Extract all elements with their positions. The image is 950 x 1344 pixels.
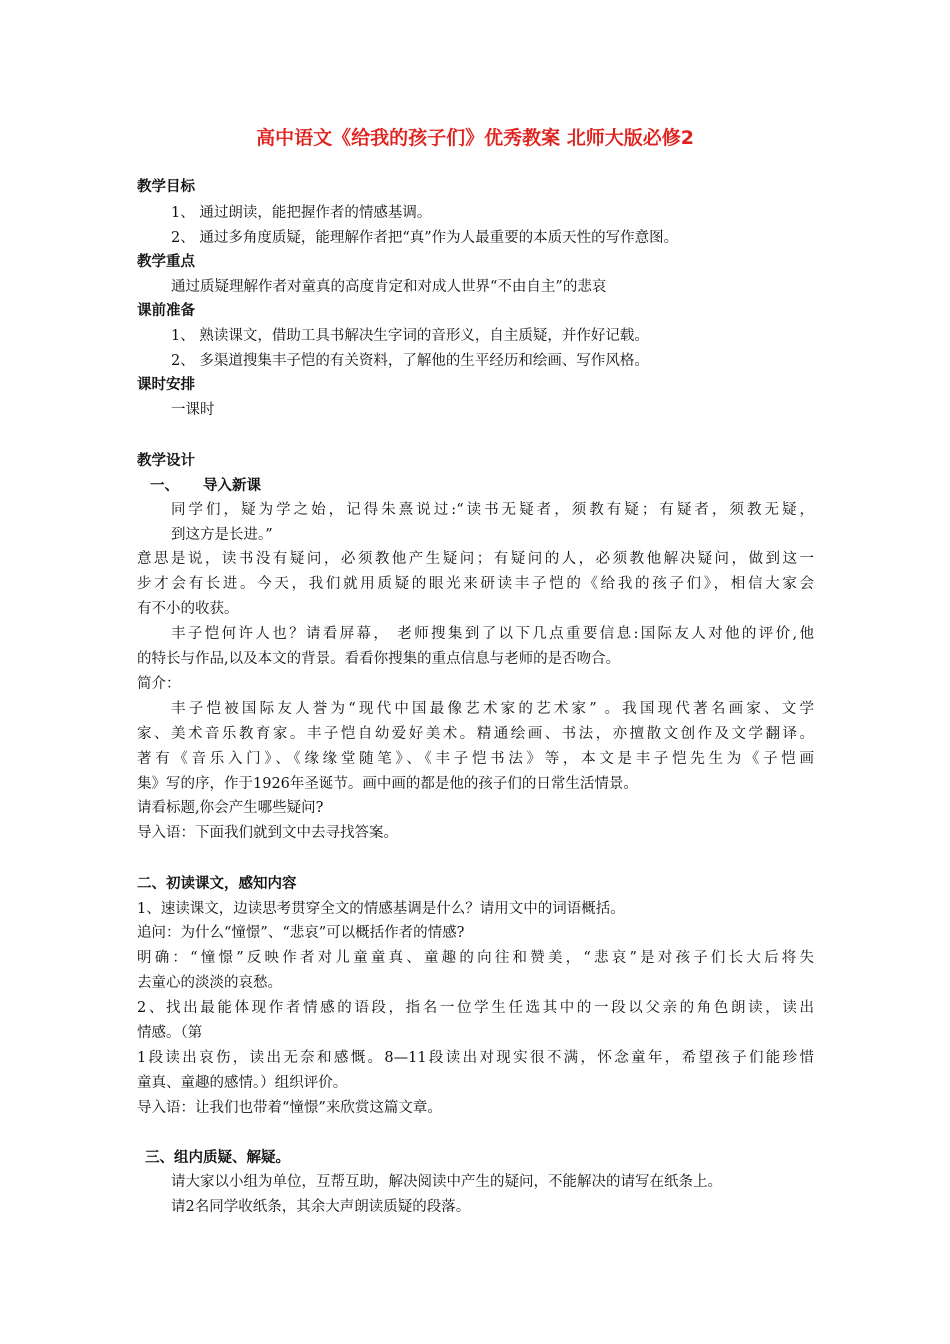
part2-line: 导入语：让我们也带着“憧憬”来欣赏这篇文章。 [137, 1100, 442, 1116]
part1-line: 有不小的收获。 [137, 601, 239, 617]
prep-heading: 课前准备 [137, 303, 195, 319]
part1-heading: 导入新课 [203, 478, 261, 494]
goals-heading: 教学目标 [137, 179, 195, 195]
part1-line: 的特长与作品,以及本文的背景。看看你搜集的重点信息与老师的是否吻合。 [137, 651, 621, 667]
focus-text: 通过质疑理解作者对童真的高度肯定和对成人世界“不由自主”的悲哀 [171, 279, 607, 295]
part1-line: 导入语：下面我们就到文中去寻找答案。 [137, 825, 398, 841]
part2-line: 1、速读课文，边读思考贯穿全文的情感基调是什么？请用文中的词语概括。 [137, 901, 625, 917]
part1-intro-label: 简介： [137, 676, 181, 692]
part2-line: 追问：为什么“憧憬”、“悲哀”可以概括作者的情感? [137, 925, 465, 941]
part1-line: 请看标题,你会产生哪些疑问? [137, 800, 324, 816]
part1-line: 同学们，疑为学之始，记得朱熹说过:“读书无疑者，须教有疑；有疑者，须教无疑， [171, 502, 814, 518]
prep-item: 1、 熟读课文，借助工具书解决生字词的音形义，自主质疑，并作好记载。 [171, 328, 649, 344]
part1-line: 集》写的序，作于1926年圣诞节。画中画的都是他的孩子们的日常生活情景。 [137, 776, 638, 792]
part1-line: 步才会有长进。今天，我们就用质疑的眼光来研读丰子恺的《给我的孩子们》，相信大家会 [137, 576, 814, 592]
goals-item: 2、 通过多角度质疑，能理解作者把“真”作为人最重要的本质天性的写作意图。 [171, 230, 679, 246]
part1-line: 丰子恺被国际友人誉为“现代中国最像艺术家的艺术家” 。我国现代著名画家、文学 [171, 701, 814, 717]
part3-heading: 三、组内质疑、解疑。 [145, 1150, 290, 1166]
part1-line: 意思是说，读书没有疑问，必须教他产生疑问；有疑问的人，必须教他解决疑问，做到这一 [137, 551, 814, 567]
part1-line: 到这方是长进。” [171, 527, 273, 543]
part2-line: 情感。（第 [137, 1025, 203, 1041]
time-heading: 课时安排 [137, 377, 195, 393]
part2-line: 明确：“憧憬”反映作者对儿童童真、童趣的向往和赞美，“悲哀”是对孩子们长大后将失 [137, 950, 814, 966]
part2-line: 去童心的淡淡的哀愁。 [137, 975, 282, 991]
design-heading: 教学设计 [137, 453, 195, 469]
part2-line: 童真、童趣的感情。）组织评价。 [137, 1075, 348, 1091]
time-text: 一课时 [171, 402, 215, 418]
focus-heading: 教学重点 [137, 254, 195, 270]
part1-line: 家、美术音乐教育家。丰子恺自幼爱好美术。精通绘画、书法，亦擅散文创作及文学翻译。 [137, 726, 814, 742]
part2-line: 2、找出最能体现作者情感的语段，指名一位学生任选其中的一段以父亲的角色朗读，读出 [137, 1000, 814, 1016]
part3-line: 请2名同学收纸条，其余大声朗读质疑的段落。 [171, 1199, 471, 1215]
goals-item: 1、 通过朗读，能把握作者的情感基调。 [171, 205, 432, 221]
prep-item: 2、 多渠道搜集丰子恺的有关资料，了解他的生平经历和绘画、写作风格。 [171, 353, 649, 369]
part2-line: 1段读出哀伤，读出无奈和感慨。8—11段读出对现实很不满，怀念童年，希望孩子们能珍惜 [137, 1050, 814, 1066]
part1-line: 丰子恺何许人也？请看屏幕， 老师搜集到了以下几点重要信息:国际友人对他的评价,他 [171, 626, 814, 642]
document-title: 高中语文《给我的孩子们》优秀教案 北师大版必修2 [256, 127, 694, 149]
part2-heading: 二、初读课文，感知内容 [137, 876, 297, 892]
part3-line: 请大家以小组为单位，互帮互助，解决阅读中产生的疑问，不能解决的请写在纸条上。 [171, 1174, 722, 1190]
part1-number: 一、 [150, 478, 179, 494]
part1-line: 著有《音乐入门》、《缘缘堂随笔》、《丰子恺书法》等，本文是丰子恺先生为《子恺画 [137, 751, 814, 767]
